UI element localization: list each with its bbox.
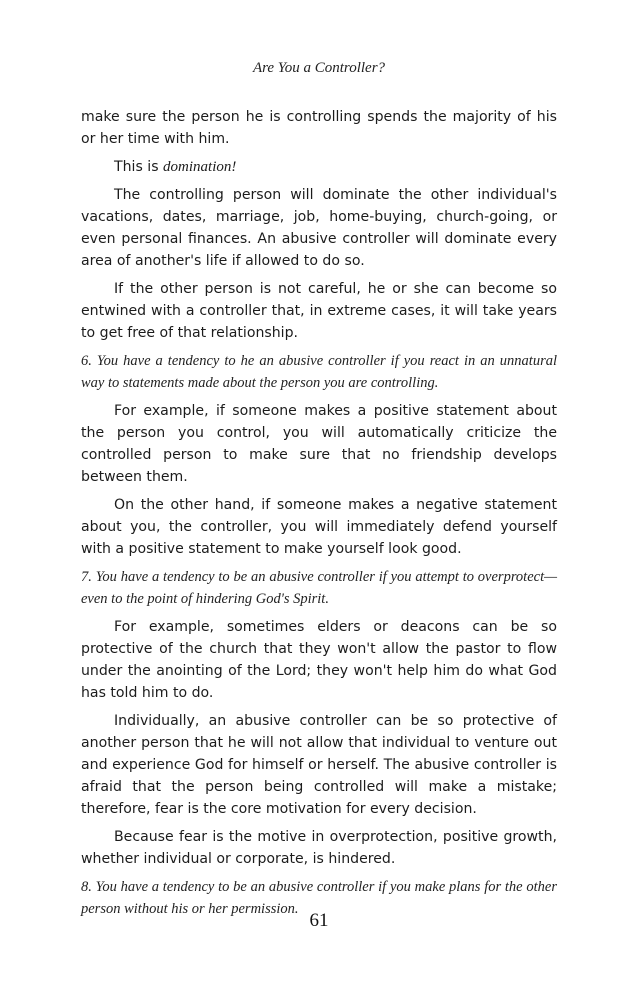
paragraph-domination <box>81 156 557 178</box>
paragraph-lead-text: This is <box>114 159 164 175</box>
numbered-point-7: 7. You have a tendency to be an abusive controller if you attempt to overprotect—even to the point of hindering God's Spirit. <box>81 569 557 607</box>
page-number: 61 <box>309 910 329 931</box>
paragraph-continued: make sure the person he is controlling spends the majority of his or her time with him. <box>81 109 557 147</box>
running-head: Are You a Controller? <box>252 60 386 76</box>
paragraph: Individually, an abusive controller can be so protective of another person that he will not allow that individual to venture out and experience God for himself or herself. The abusive controller is afraid that the person being controlled will make a mistake; therefore, fear is the core motivation for every decision. <box>81 713 557 817</box>
numbered-point-8: 8. You have a tendency to be an abusive controller if you make plans for the other person without his or her permission. <box>81 879 557 917</box>
paragraph: For example, if someone makes a positive statement about the person you control, you will automatically criticize the controlled person to make sure that no friendship develops between them. <box>81 403 557 485</box>
body-text <box>81 106 557 926</box>
paragraph: Because fear is the motive in overprotection, positive growth, whether individual or corporate, is hindered. <box>81 829 557 867</box>
paragraph: If the other person is not careful, he or she can become so entwined with a controller that, in extreme cases, it will take years to get free of that relationship. <box>81 281 557 341</box>
numbered-point-6: 6. You have a tendency to he an abusive controller if you react in an unnatural way to statements made about the person you are controlling. <box>81 353 557 391</box>
emphasis-text: domination! <box>163 159 237 175</box>
paragraph: The controlling person will dominate the other individual's vacations, dates, marriage, job, home-buying, church-going, or even personal finances. An abusive controller will dominate every area of another's life if allowed to do so. <box>81 187 557 269</box>
paragraph: On the other hand, if someone makes a negative statement about you, the controller, you will immediately defend yourself with a positive statement to make yourself look good. <box>81 497 557 557</box>
paragraph: For example, sometimes elders or deacons can be so protective of the church that they won't allow the pastor to flow under the anointing of the Lord; they won't help him do what God has told him to do. <box>81 619 557 701</box>
